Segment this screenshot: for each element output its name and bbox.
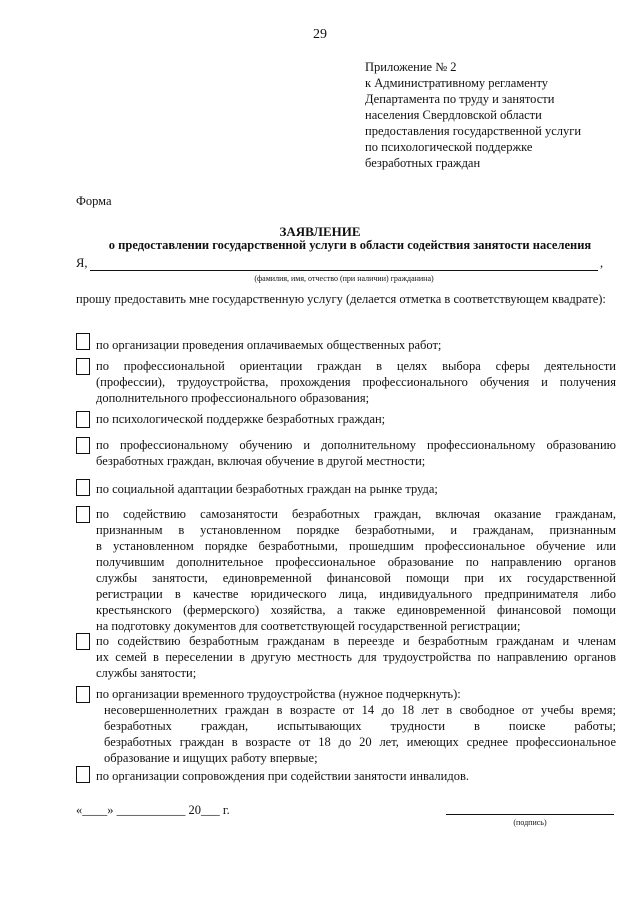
option-checkbox[interactable] xyxy=(76,358,90,375)
applicant-name-row xyxy=(76,256,616,276)
form-label: Форма xyxy=(76,194,112,208)
option-text: по организации временного трудоустройства (нужное подчеркнуть): xyxy=(96,687,461,701)
option-text: безработных граждан, включая обучение в другой местности; xyxy=(96,454,426,468)
option-text: по содействию самозанятости безработных граждан, включая оказание гражданам, xyxy=(96,507,616,521)
option-sub-item[interactable]: безработных граждан в возрасте от 18 до 20 лет, имеющих среднее профессиональное образование и ищущих работу впервые; xyxy=(104,735,616,765)
option-sub-item[interactable]: несовершеннолетних граждан в возрасте от 14 до 18 лет в свободное от учебы время; xyxy=(104,703,616,717)
appendix-line: к Административному регламенту xyxy=(365,76,549,90)
date-field[interactable]: «____» ___________ 20___ г. xyxy=(76,803,230,817)
option-text: дополнительного профессионального образования; xyxy=(96,391,370,405)
option-text: службы занятости; xyxy=(96,666,197,680)
applicant-name-field[interactable] xyxy=(90,270,598,271)
option-text: в установленном порядке безработными, прошедшим профессиональное обучение или xyxy=(96,539,616,553)
option-checkbox[interactable] xyxy=(76,479,90,496)
option-text: признанным в установленном порядке безработными, и гражданам, признанным xyxy=(96,523,616,537)
option-text: по профессиональному обучению и дополнительному профессиональному образованию xyxy=(96,438,616,452)
option-checkbox[interactable] xyxy=(76,333,90,350)
option-text: по профессиональной ориентации граждан в целях выбора сферы деятельности xyxy=(96,359,616,373)
appendix-line: Приложение № 2 xyxy=(365,60,457,74)
option-text: по организации сопровождения при содействии занятости инвалидов. xyxy=(96,769,469,783)
option-text: по организации проведения оплачиваемых общественных работ; xyxy=(96,338,442,352)
appendix-line: предоставления государственной услуги xyxy=(365,124,582,138)
option-text: по социальной адаптации безработных граждан на рынке труда; xyxy=(96,482,438,496)
option-checkbox[interactable] xyxy=(76,506,90,523)
option-text: по содействию безработным гражданам в переезде и безработным гражданам и членам xyxy=(96,634,616,648)
option-checkbox[interactable] xyxy=(76,766,90,783)
page-number: 29 xyxy=(313,27,327,42)
signature-caption: (подпись) xyxy=(513,818,547,827)
option-checkbox[interactable] xyxy=(76,411,90,428)
option-text: по психологической поддержке безработных граждан; xyxy=(96,412,386,426)
option-text: (профессии), трудоустройства, прохождения профессионального обучения и получения xyxy=(96,375,616,389)
appendix-line: населения Свердловской области xyxy=(365,108,542,122)
request-text: прошу предоставить мне государственную услугу (делается отметка в соответствующем квадрате): xyxy=(76,292,606,306)
appendix-header xyxy=(365,59,635,171)
option-text: службы занятости, единовременной финансовой помощи при их государственной xyxy=(96,571,616,585)
document-subtitle: о предоставлении государственной услуги в области содействия занятости населения xyxy=(108,238,592,252)
option-checkbox[interactable] xyxy=(76,633,90,650)
applicant-prefix: Я, xyxy=(76,256,88,270)
appendix-line: безработных граждан xyxy=(365,156,481,170)
option-checkbox[interactable] xyxy=(76,437,90,454)
document-title: ЗАЯВЛЕНИЕ xyxy=(279,224,361,239)
option-text: получившим дополнительное профессиональное образование по направлению органов xyxy=(96,555,616,569)
applicant-name-caption: (фамилия, имя, отчество (при наличии) гражданина) xyxy=(254,274,434,283)
option-text: крестьянского (фермерского) хозяйства, а также единовременной финансовой помощи xyxy=(96,603,616,617)
appendix-line: Департамента по труду и занятости xyxy=(365,92,555,106)
option-text: их семей в переселении в другую местность для трудоустройства по направлению органов xyxy=(96,650,616,664)
option-sub-item[interactable]: безработных граждан, испытывающих трудности в поиске работы; xyxy=(104,719,616,733)
appendix-line: по психологической поддержке xyxy=(365,140,533,154)
option-text: на подготовку документов для соответствующей государственной регистрации; xyxy=(96,619,521,633)
option-text: регистрации в качестве юридического лица, индивидуального предпринимателя либо xyxy=(96,587,616,601)
applicant-suffix: , xyxy=(600,256,604,270)
signature-field[interactable] xyxy=(446,814,614,815)
option-checkbox[interactable] xyxy=(76,686,90,703)
